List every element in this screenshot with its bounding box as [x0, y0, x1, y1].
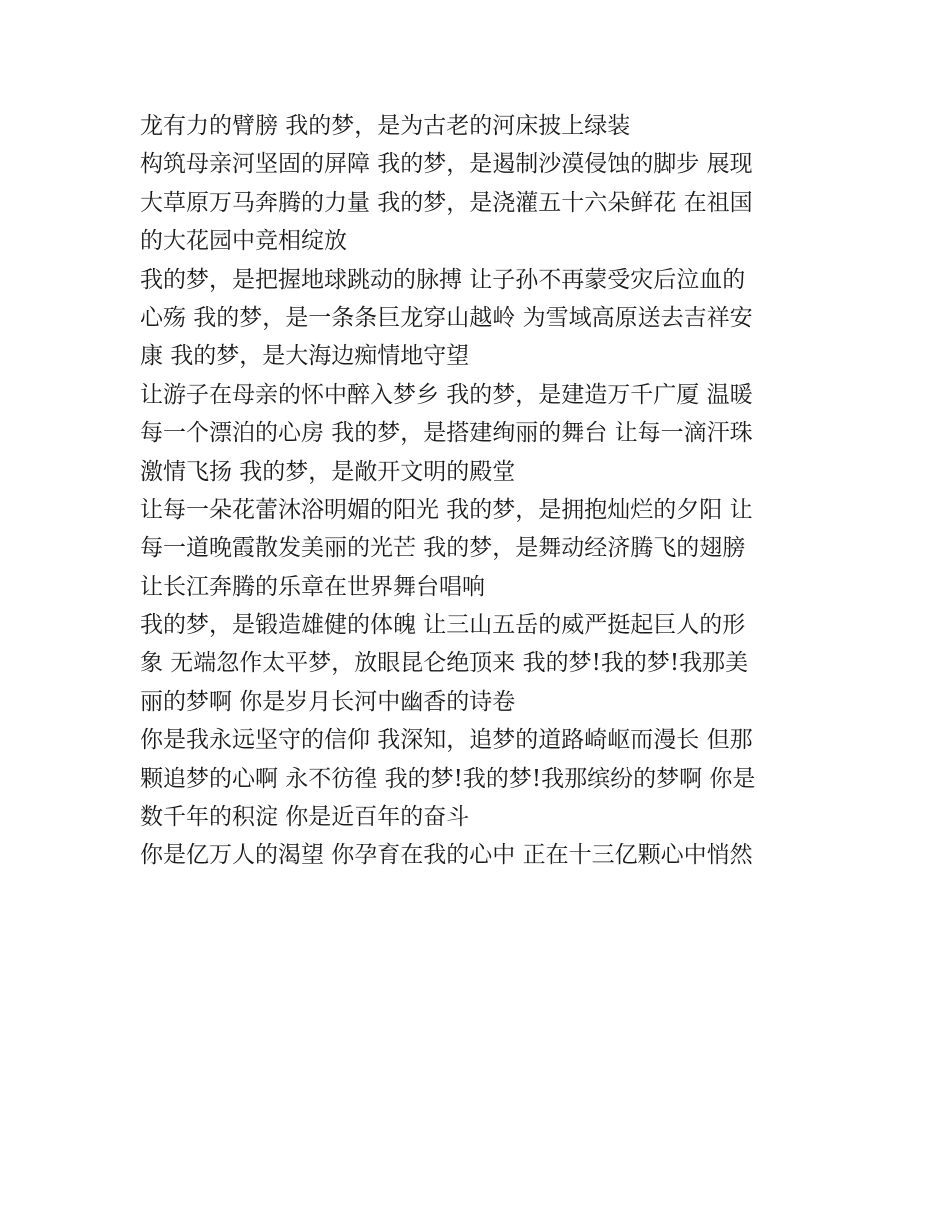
text-line: 让游子在母亲的怀中醉入梦乡 我的梦，是建造万千广厦 温暖 — [140, 381, 753, 408]
text-line: 每一道晚霞散发美丽的光芒 我的梦，是舞动经济腾飞的翅膀 — [140, 535, 746, 562]
text-line: 你是我永远坚守的信仰 我深知，追梦的道路崎岖而漫长 但那 — [140, 727, 753, 754]
text-line: 象 无端忽作太平梦，放眼昆仑绝顶来 我的梦!我的梦!我那美 — [140, 650, 749, 677]
body-text — [140, 107, 812, 875]
text-line: 颗追梦的心啊 永不彷徨 我的梦!我的梦!我那缤纷的梦啊 你是 — [140, 765, 756, 792]
text-line: 心殇 我的梦，是一条条巨龙穿山越岭 为雪域高原送去吉祥安 — [140, 304, 753, 331]
text-line: 龙有力的臂膀 我的梦，是为古老的河床披上绿装 — [140, 113, 631, 139]
text-line: 你是亿万人的渴望 你孕育在我的心中 正在十三亿颗心中悄然 — [140, 842, 753, 869]
text-line: 我的梦，是把握地球跳动的脉搏 让子孙不再蒙受灾后泣血的 — [140, 266, 746, 293]
text-line: 数千年的积淀 你是近百年的奋斗 — [140, 804, 470, 831]
text-line: 构筑母亲河坚固的屏障 我的梦，是遏制沙漠侵蚀的脚步 展现 — [140, 151, 753, 178]
text-line: 康 我的梦，是大海边痴情地守望 — [140, 343, 470, 370]
text-line: 我的梦，是锻造雄健的体魄 让三山五岳的威严挺起巨人的形 — [140, 612, 746, 639]
text-line: 让长江奔腾的乐章在世界舞台唱响 — [140, 573, 485, 600]
text-line: 丽的梦啊 你是岁月长河中幽香的诗卷 — [140, 688, 516, 715]
text-line: 让每一朵花蕾沐浴明媚的阳光 我的梦，是拥抱灿烂的夕阳 让 — [140, 496, 753, 523]
text-line: 每一个漂泊的心房 我的梦，是搭建绚丽的舞台 让每一滴汗珠 — [140, 420, 753, 447]
text-line: 大草原万马奔腾的力量 我的梦，是浇灌五十六朵鲜花 在祖国 — [140, 189, 753, 216]
text-line: 激情飞扬 我的梦，是敞开文明的殿堂 — [140, 458, 516, 485]
text-line: 的大花园中竞相绽放 — [140, 228, 347, 255]
